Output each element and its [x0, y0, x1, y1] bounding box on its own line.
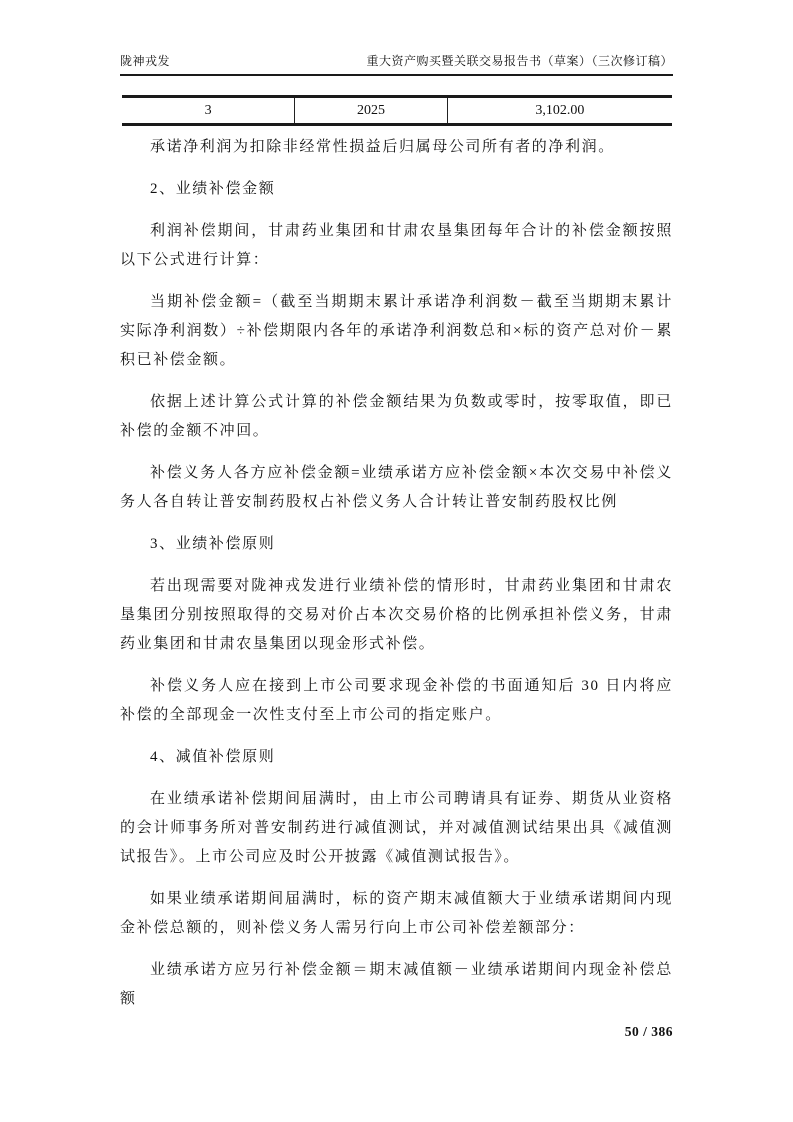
profit-commitment-table	[122, 95, 672, 126]
table-cell-amount: 3,102.00	[535, 102, 585, 118]
paragraph: 如果业绩承诺期间届满时，标的资产期末减值额大于业绩承诺期间内现金补偿总额的，则补偿义务人需另行向上市公司补偿差额部分：	[120, 891, 673, 936]
page-header	[120, 52, 673, 76]
section-heading-compensation-amount: 2、业绩补偿金额	[150, 181, 276, 197]
page-number: 50 / 386	[624, 1024, 673, 1039]
section-heading-impairment-principle: 4、减值补偿原则	[150, 749, 276, 765]
paragraph: 补偿义务人应在接到上市公司要求现金补偿的书面通知后 30 日内将应补偿的全部现金一次性支付至上市公司的指定账户。	[120, 678, 673, 723]
paragraph-formula: 业绩承诺方应另行补偿金额＝期末减值额－业绩承诺期间内现金补偿总额	[120, 962, 673, 1007]
paragraph-formula: 当期补偿金额=（截至当期期末累计承诺净利润数－截至当期期末累计实际净利润数）÷补偿期限内各年的承诺净利润数总和×标的资产总对价－累积已补偿金额。	[120, 294, 673, 368]
section-heading-compensation-principle: 3、业绩补偿原则	[150, 536, 276, 552]
table-row	[122, 97, 672, 125]
header-company-name: 陇神戎发	[120, 54, 171, 68]
header-report-title: 重大资产购买暨关联交易报告书（草案）（三次修订稿）	[366, 54, 673, 68]
table-cell-year: 2025	[295, 97, 447, 125]
paragraph-formula: 补偿义务人各方应补偿金额=业绩承诺方应补偿金额×本次交易中补偿义务人各自转让普安制药股权占补偿义务人合计转让普安制药股权比例	[120, 465, 673, 510]
paragraph: 依据上述计算公式计算的补偿金额结果为负数或零时，按零取值，即已补偿的金额不冲回。	[120, 394, 673, 439]
paragraph: 在业绩承诺补偿期间届满时，由上市公司聘请具有证券、期货从业资格的会计师事务所对普安制药进行减值测试，并对减值测试结果出具《减值测试报告》。上市公司应及时公开披露《减值测试报告》。	[120, 791, 673, 865]
paragraph: 利润补偿期间，甘肃药业集团和甘肃农垦集团每年合计的补偿金额按照以下公式进行计算：	[120, 223, 673, 268]
paragraph-note: 承诺净利润为扣除非经常性损益后归属母公司所有者的净利润。	[150, 139, 615, 155]
document-body	[120, 133, 673, 1027]
paragraph: 若出现需要对陇神戎发进行业绩补偿的情形时，甘肃药业集团和甘肃农垦集团分别按照取得的交易对价占本次交易价格的比例承担补偿义务，甘肃药业集团和甘肃农垦集团以现金形式补偿。	[120, 578, 673, 652]
table-cell-index: 3	[122, 97, 295, 125]
page-footer	[625, 1024, 673, 1040]
